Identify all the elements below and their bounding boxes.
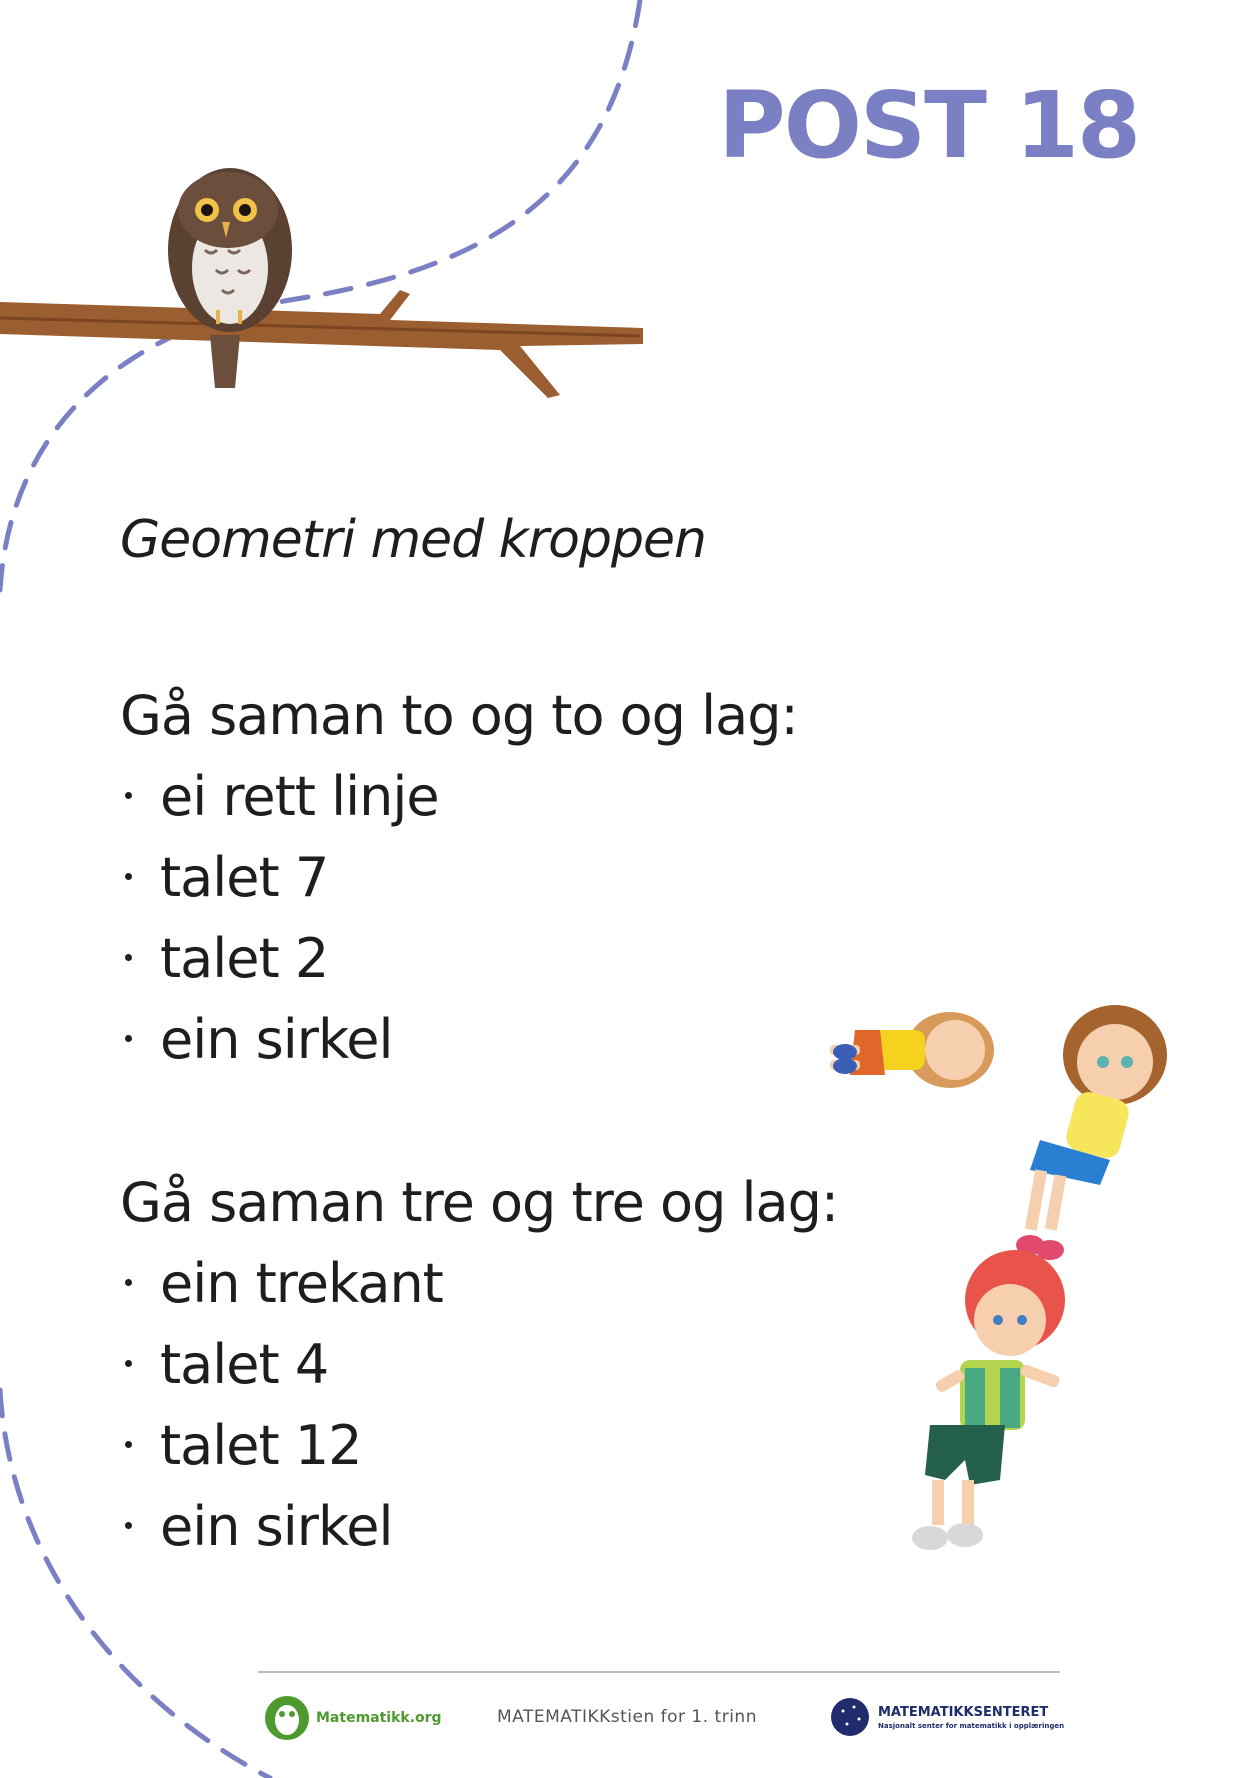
owl-icon bbox=[168, 168, 292, 388]
page-title: POST 18 bbox=[718, 72, 1139, 179]
subtitle: Geometri med kroppen bbox=[120, 510, 706, 570]
bullet-icon bbox=[125, 1522, 132, 1529]
trio-task-heading: Gå saman tre og tre og lag: bbox=[120, 1171, 839, 1234]
trio-task-group bbox=[120, 1163, 838, 1567]
bullet-icon bbox=[125, 1279, 132, 1286]
list-item: ei rett linje bbox=[120, 756, 798, 837]
bullet-icon bbox=[125, 792, 132, 799]
owl-on-branch-illustration bbox=[0, 0, 700, 420]
list-item: talet 7 bbox=[120, 837, 798, 918]
owl-logo-icon bbox=[264, 1693, 310, 1743]
footer-divider bbox=[258, 1671, 1060, 1673]
bullet-icon bbox=[125, 1441, 132, 1448]
pair-task-list bbox=[120, 756, 798, 1080]
list-item: ein sirkel bbox=[120, 999, 798, 1080]
list-item: ein sirkel bbox=[120, 1486, 838, 1567]
bullet-icon bbox=[125, 1360, 132, 1367]
list-item: talet 12 bbox=[120, 1405, 838, 1486]
globe-logo-icon bbox=[830, 1697, 870, 1737]
pair-task-heading: Gå saman to og to og lag: bbox=[120, 684, 798, 747]
pair-task-group bbox=[120, 676, 798, 1080]
branch-illustration bbox=[0, 290, 643, 398]
right-logo-name: MATEMATIKKSENTERET bbox=[878, 1704, 1049, 1720]
bullet-icon bbox=[125, 873, 132, 880]
matematikk-org-logo bbox=[264, 1693, 442, 1743]
list-item: talet 4 bbox=[120, 1324, 838, 1405]
list-item: talet 2 bbox=[120, 918, 798, 999]
matematikksenteret-logo bbox=[830, 1697, 1064, 1737]
right-logo-subtitle: Nasjonalt senter for matematikk i opplæringen bbox=[878, 1721, 1065, 1730]
bullet-icon bbox=[125, 1035, 132, 1042]
trio-task-list bbox=[120, 1243, 838, 1567]
left-logo-text: Matematikk.org bbox=[316, 1710, 442, 1726]
bullet-icon bbox=[125, 954, 132, 961]
list-item: ein trekant bbox=[120, 1243, 838, 1324]
footer-center-text: MATEMATIKKstien for 1. trinn bbox=[497, 1707, 757, 1727]
right-logo-text bbox=[878, 1705, 1064, 1730]
